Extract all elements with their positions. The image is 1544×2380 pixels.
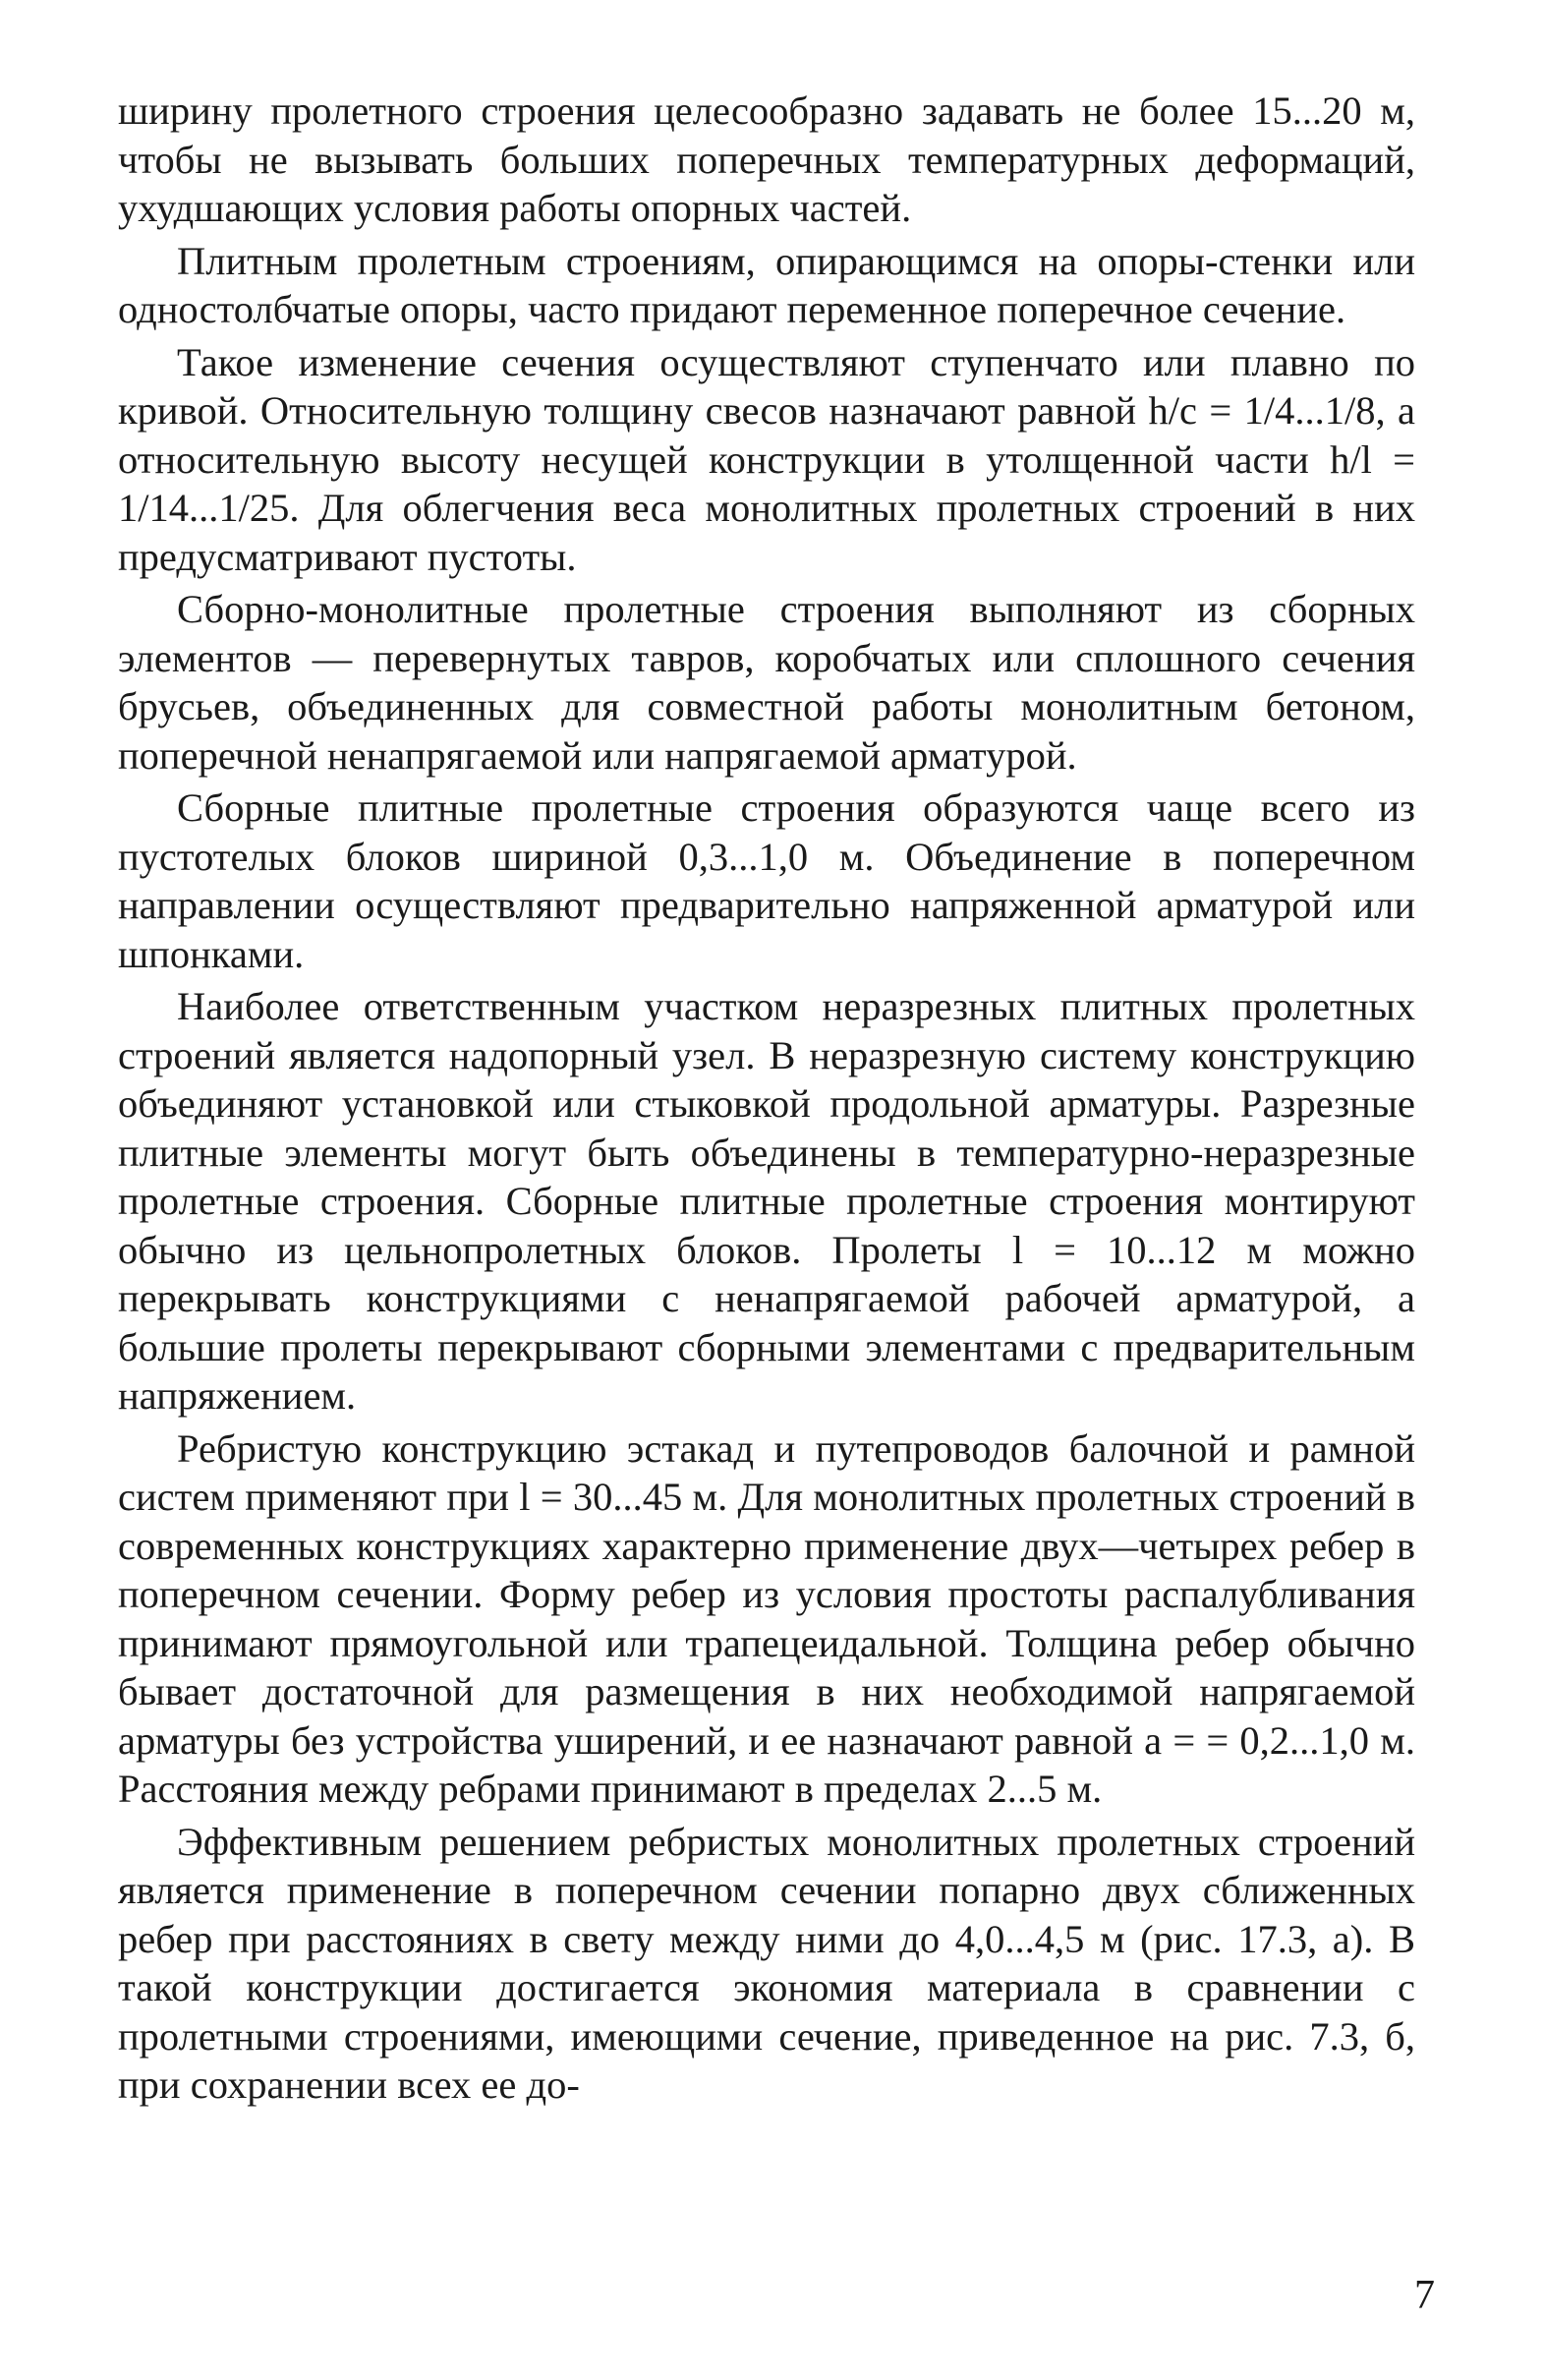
paragraph-slab-variable-section: Плитным пролетным строениям, опирающимся на опоры-стенки или одностолбчатые опоры, часто придают переменное поперечное сечение.: [118, 238, 1415, 331]
page-body: [118, 87, 1415, 2110]
paragraph-section-change: Такое изменение сечения осуществляют ступенчато или плавно по кривой. Относительную толщину свесов назначают равной h/c = 1/4...1/8, а относительную высоту несущей конструкции в утолщенной части h/l = 1/14...1/25. Для облегчения веса монолитных пролетных строений в них предусматривают пустоты.: [118, 339, 1415, 579]
paragraph-precast-slab: Сборные плитные пролетные строения образуются чаще всего из пустотелых блоков шириной 0,3...1,0 м. Объединение в поперечном направлении осуществляют предварительно напряженной арматурой или шпонками.: [118, 785, 1415, 976]
paragraph-continuation: ширину пролетного строения целесообразно задавать не более 15...20 м, чтобы не вызывать больших поперечных температурных деформаций, ухудшающих условия работы опорных частей.: [118, 88, 1415, 230]
paragraph-precast-monolithic: Сборно-монолитные пролетные строения выполняют из сборных элементов — перевернутых тавров, коробчатых или сплошного сечения брусьев, объединенных для совместной работы монолитным бетоном, поперечной ненапрягаемой или напрягаемой арматурой.: [118, 587, 1415, 778]
paragraph-paired-ribs: Эффективным решением ребристых монолитных пролетных строений является применение в поперечном сечении попарно двух сближенных ребер при расстояниях в свету между ними до 4,0...4,5 м (рис. 17.3, а). В такой конструкции достигается экономия материала в сравнении с пролетными строениями, имеющими сечение, приведенное на рис. 7.3, б, при сохранении всех ее до-: [118, 1819, 1415, 2107]
paragraph-ribbed-construction: Ребристую конструкцию эстакад и путепроводов балочной и рамной систем применяют при l = 30...45 м. Для монолитных пролетных строений в современных конструкциях характерно применение двух—четырех ребер в поперечном сечении. Форму ребер из условия простоты распалубливания принимают прямоугольной или трапецеидальной. Толщина ребер обычно бывает достаточной для размещения в них необходимой напрягаемой арматуры без устройства уширений, и ее назначают равной a = = 0,2...1,0 м. Расстояния между ребрами принимают в пределах 2...5 м.: [118, 1425, 1415, 1811]
paragraph-continuous-spans: Наиболее ответственным участком неразрезных плитных пролетных строений является надопорный узел. В неразрезную систему конструкцию объединяют установкой или стыковкой продольной арматуры. Разрезные плитные элементы могут быть объединены в температурно-неразрезные пролетные строения. Сборные плитные пролетные строения монтируют обычно из цельнопролетных блоков. Пролеты l = 10...12 м можно перекрывать конструкциями с ненапрягаемой рабочей арматурой, а большие пролеты перекрывают сборными элементами с предварительным напряжением.: [118, 984, 1415, 1418]
page-number: 7: [1414, 2273, 1435, 2318]
